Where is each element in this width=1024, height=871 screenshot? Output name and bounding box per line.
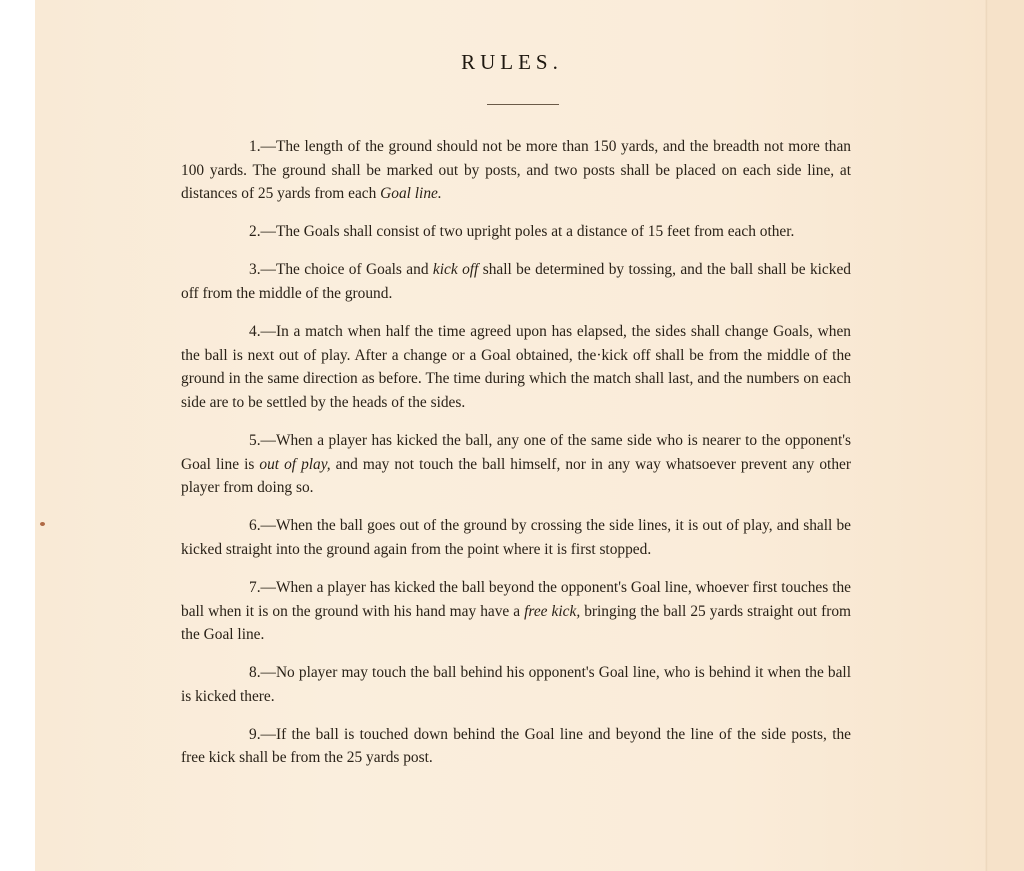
rule-5 — [181, 429, 851, 500]
rule-text: The choice of Goals and — [275, 261, 433, 279]
rule-3 — [181, 258, 851, 305]
rule-text: No player may touch the ball behind his opponent's Goal line, who is behind it when the ball is kicked there. — [181, 664, 851, 705]
rules-list — [181, 135, 851, 785]
rule-text: shall be determined by tossing, and the ball shall be kicked off from the middle of the ground. — [181, 261, 851, 302]
rule-text: When a player has kicked the ball beyond the opponent's Goal line, whoever first touches the ball when it is on the ground with his hand may have a — [181, 578, 851, 620]
rule-number: 3.— — [249, 261, 276, 279]
rule-8 — [181, 661, 851, 708]
paper-stain — [40, 522, 45, 526]
rule-number: 7.— — [249, 578, 276, 596]
rule-2 — [181, 220, 851, 244]
rule-4 — [181, 320, 851, 414]
rule-number: 8.— — [249, 664, 276, 682]
rule-emphasis: kick off — [432, 261, 479, 279]
rule-6 — [181, 514, 851, 561]
rule-text: If the ball is touched down behind the Goal line and beyond the line of the side posts, the free kick shall be from the 25 yards post. — [181, 725, 851, 767]
rule-text: When the ball goes out of the ground by crossing the side lines, it is out of play, and shall be kicked straight into the ground again from the point where it is first stopped. — [181, 517, 851, 558]
rule-text: The Goals shall consist of two upright poles at a distance of 15 feet from each other. — [275, 223, 795, 241]
rule-text: The length of the ground should not be more than 150 yards, and the breadth not more than 100 yards. The ground shall be marked out by posts, and two posts shall be placed on each side line, at distances of 25 yards from each — [181, 138, 851, 203]
rule-text: When a player has kicked the ball, any one of the same side who is nearer to the opponent's Goal line is — [181, 431, 851, 473]
rule-number: 9.— — [249, 725, 276, 743]
rule-1 — [181, 135, 851, 206]
rule-text: bringing the ball 25 yards straight out from the Goal line. — [181, 602, 851, 644]
rule-number: 5.— — [249, 431, 276, 449]
page-title: RULES. — [461, 50, 563, 74]
rule-emphasis: out of play, — [259, 455, 331, 473]
title-divider — [487, 104, 559, 105]
rule-number: 1.— — [249, 138, 276, 155]
rule-text: In a match when half the time agreed upon has elapsed, the sides shall change Goals, when the ball is next out of play. After a change or a Goal obtained, the·kick off shall be from the middle of the ground in the same direction as before. The time during which the match shall last, and the numbers on each side are to be settled by the heads of the sides. — [181, 323, 851, 411]
rule-number: 6.— — [249, 517, 276, 535]
adjacent-page-edge — [988, 0, 1024, 871]
rule-9 — [181, 723, 851, 770]
rule-number: 2.— — [249, 223, 276, 241]
rule-7 — [181, 576, 851, 647]
rule-text: and may not touch the ball himself, nor in any way whatsoever prevent any other player from doing so. — [181, 455, 851, 497]
rule-emphasis: Goal line. — [380, 185, 442, 203]
rule-emphasis: free kick, — [524, 602, 581, 620]
rule-number: 4.— — [249, 323, 276, 341]
